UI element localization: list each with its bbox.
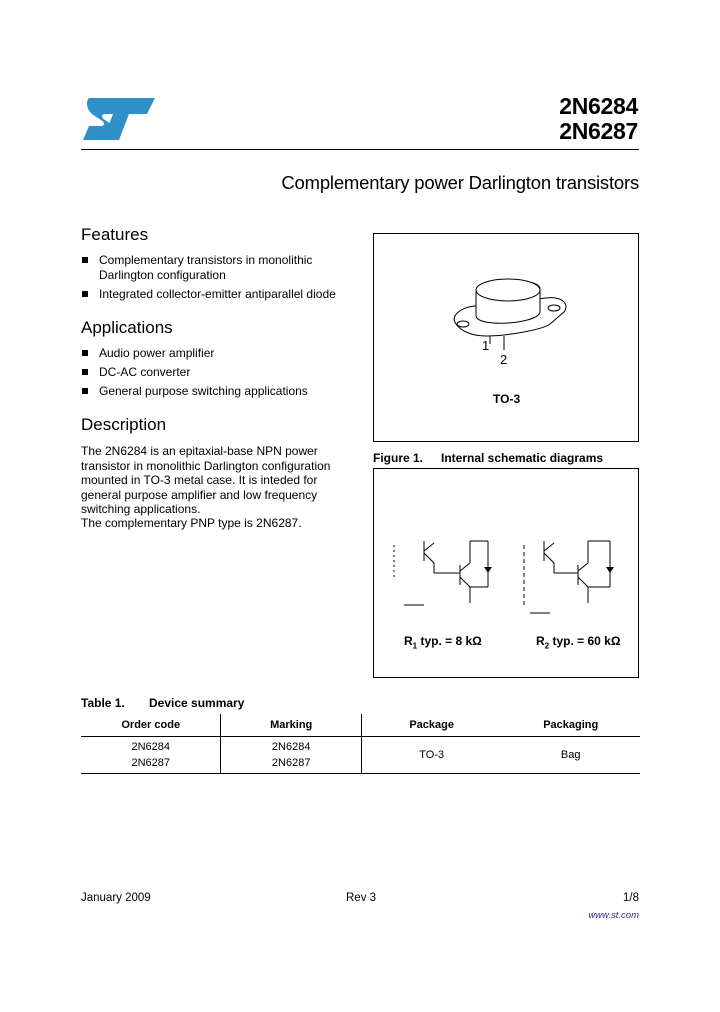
- applications-heading: Applications: [81, 318, 173, 337]
- device-summary-table: [81, 714, 640, 774]
- table1-caption: Table 1. Device summary: [81, 696, 245, 710]
- footer-revision: Rev 3: [346, 892, 377, 904]
- list-item: Integrated collector-emitter antiparallel diode: [81, 287, 351, 302]
- description-paragraph: The 2N6284 is an epitaxial-base NPN power transistor in monolithic Darlington configuration mounted in TO-3 metal case. It is inteded for general purpose amplifier and low frequency switching applications.: [81, 444, 331, 516]
- footer-date: January 2009: [81, 892, 151, 904]
- pin-1-label: 1: [482, 338, 490, 353]
- marking-cell: 2N6284 2N6287: [221, 737, 361, 774]
- package-label: TO-3: [493, 392, 521, 406]
- document-subtitle: Complementary power Darlington transistors: [281, 172, 639, 193]
- r1-value: $R_1$ typ. = 8 kΩ: [404, 634, 482, 651]
- applications-list: [81, 346, 351, 403]
- pin-2-label: 2: [500, 352, 508, 367]
- order-code-cell: 2N6284 2N6287: [131, 741, 170, 769]
- bullet-square-icon: [82, 388, 88, 394]
- table-header: Packaging: [543, 719, 599, 731]
- bullet-square-icon: [82, 350, 88, 356]
- list-item: DC-AC converter: [81, 365, 351, 380]
- table-header: Order code: [121, 719, 181, 731]
- description-heading: Description: [81, 415, 167, 434]
- table-row: [81, 737, 640, 774]
- footer-url-link[interactable]: www.st.com: [588, 910, 639, 921]
- bullet-square-icon: [82, 257, 88, 263]
- features-heading: Features: [81, 225, 149, 244]
- st-logo-icon: [81, 96, 157, 142]
- schematic-figure: [373, 468, 639, 678]
- table-header: Package: [361, 714, 501, 737]
- bullet-square-icon: [82, 291, 88, 297]
- footer-page: 1/8: [623, 892, 639, 904]
- table-header: Marking: [221, 714, 361, 737]
- part-number-1: 2N6284: [559, 93, 638, 119]
- list-item: Complementary transistors in monolithic Darlington configuration: [81, 253, 351, 283]
- features-list: [81, 253, 351, 306]
- packaging-cell: Bag: [560, 749, 581, 761]
- bullet-square-icon: [82, 369, 88, 375]
- header-rule: [81, 149, 639, 150]
- list-item: General purpose switching applications: [81, 384, 351, 399]
- package-cell: TO-3: [361, 737, 501, 774]
- to3-package-icon: [446, 274, 576, 364]
- r2-value: $R_2$ typ. = 60 kΩ: [536, 634, 621, 651]
- list-item: Audio power amplifier: [81, 346, 351, 361]
- figure1-caption: Figure 1. Internal schematic diagrams: [373, 451, 604, 465]
- part-number-2: 2N6287: [559, 118, 638, 144]
- description-paragraph-2: The complementary PNP type is 2N6287.: [81, 516, 302, 530]
- package-figure: [373, 233, 639, 442]
